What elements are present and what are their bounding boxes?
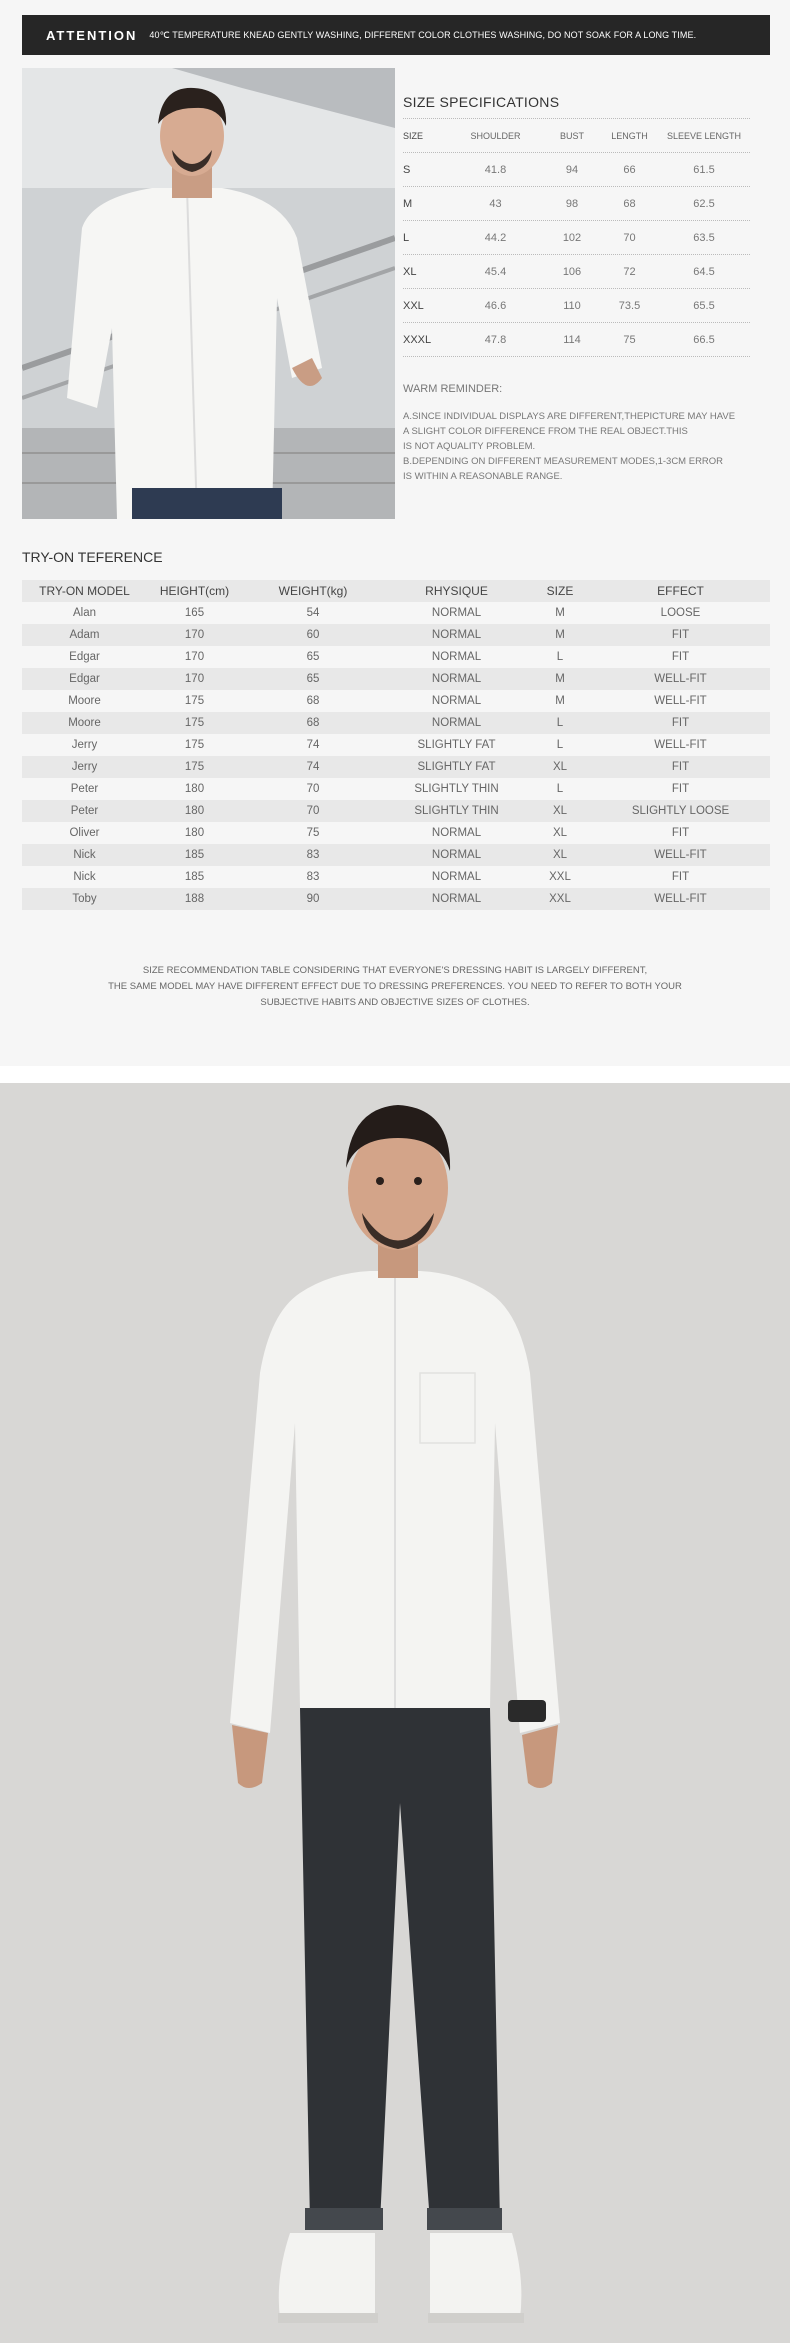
size-chart-sheet bbox=[0, 0, 790, 1066]
tryon-row bbox=[22, 690, 770, 712]
length-cell: 72 bbox=[623, 265, 636, 278]
physique-cell: NORMAL bbox=[431, 871, 482, 883]
height-cell: 175 bbox=[184, 739, 205, 751]
warm-reminder-body: A.SINCE INDIVIDUAL DISPLAYS ARE DIFFERENT,THEPICTURE MAY HAVE A SLIGHT COLOR DIFFERENCE FROM THE REAL OBJECT.THIS IS NOT AQUALITY PROBLEM. B.DEPENDING ON DIFFERENT MEASUREMENT MODES,1-3CM ERROR IS WITHIN A REASONABLE RANGE. bbox=[403, 411, 736, 482]
weight-cell: 83 bbox=[306, 849, 320, 861]
physique-cell: NORMAL bbox=[431, 893, 482, 905]
size-spec-header: SLEEVE LENGTH bbox=[666, 130, 742, 141]
height-cell: 175 bbox=[184, 695, 205, 707]
shoulder-cell: 41.8 bbox=[484, 163, 507, 176]
size-cell: M bbox=[555, 673, 565, 685]
weight-cell: 60 bbox=[306, 629, 320, 641]
height-cell: 185 bbox=[184, 849, 205, 861]
note-line: SIZE RECOMMENDATION TABLE CONSIDERING THAT EVERYONE'S DRESSING HABIT IS LARGELY DIFFERENT, bbox=[142, 965, 648, 976]
effect-cell: LOOSE bbox=[660, 607, 701, 619]
effect-cell: FIT bbox=[671, 629, 690, 641]
tryon-row bbox=[22, 866, 770, 888]
effect-cell: FIT bbox=[671, 651, 690, 663]
size-spec-table bbox=[403, 118, 750, 357]
model-cell: Adam bbox=[69, 629, 100, 641]
size-cell: L bbox=[556, 783, 564, 795]
size-cell: L bbox=[556, 651, 564, 663]
physique-cell: NORMAL bbox=[431, 827, 482, 839]
effect-cell: FIT bbox=[671, 827, 690, 839]
model-cell: Edgar bbox=[69, 673, 100, 685]
length-cell: 75 bbox=[623, 333, 636, 346]
shoulder-cell: 46.6 bbox=[484, 299, 507, 312]
tryon-row bbox=[22, 602, 770, 624]
sleeve-length-cell: 64.5 bbox=[693, 265, 715, 278]
weight-cell: 65 bbox=[306, 651, 320, 663]
tryon-header: TRY-ON MODEL bbox=[39, 584, 130, 598]
model-photo-full-body bbox=[0, 1083, 790, 2343]
size-cell: XL bbox=[552, 761, 568, 773]
model-cell: Moore bbox=[68, 695, 101, 707]
model-cell: Peter bbox=[70, 783, 99, 795]
size-cell: M bbox=[555, 607, 565, 619]
size-spec-row bbox=[403, 153, 750, 187]
shoulder-cell: 43 bbox=[489, 197, 502, 210]
model-cell: Jerry bbox=[71, 739, 98, 751]
effect-cell: FIT bbox=[671, 761, 690, 773]
sleeve-length-cell: 61.5 bbox=[693, 163, 715, 176]
physique-cell: SLIGHTLY FAT bbox=[417, 761, 496, 773]
size-cell: M bbox=[403, 197, 413, 210]
model-cell: Alan bbox=[72, 607, 97, 619]
effect-cell: WELL-FIT bbox=[654, 849, 707, 861]
weight-cell: 54 bbox=[306, 607, 320, 619]
bust-cell: 94 bbox=[565, 163, 579, 176]
attention-title: ATTENTION bbox=[46, 27, 138, 43]
size-cell: S bbox=[403, 163, 411, 176]
tryon-header: RHYSIQUE bbox=[425, 584, 488, 598]
size-cell: L bbox=[556, 717, 564, 729]
model-cell: Toby bbox=[72, 893, 97, 905]
height-cell: 170 bbox=[184, 651, 205, 663]
model-cell: Moore bbox=[68, 717, 101, 729]
effect-cell: FIT bbox=[671, 871, 690, 883]
size-cell: M bbox=[555, 629, 565, 641]
attention-text: 40℃ TEMPERATURE KNEAD GENTLY WASHING, DIFFERENT COLOR CLOTHES WASHING, DO NOT SOAK FOR A LONG TIME. bbox=[149, 29, 697, 40]
physique-cell: NORMAL bbox=[431, 717, 482, 729]
shoulder-cell: 47.8 bbox=[484, 333, 507, 346]
physique-cell: SLIGHTLY THIN bbox=[414, 783, 499, 795]
model-cell: Jerry bbox=[71, 761, 98, 773]
bust-cell: 110 bbox=[563, 299, 581, 312]
size-recommendation-note bbox=[60, 963, 730, 1011]
length-cell: 68 bbox=[623, 197, 636, 210]
effect-cell: FIT bbox=[671, 717, 690, 729]
size-cell: XXL bbox=[549, 893, 571, 905]
sleeve-length-cell: 63.5 bbox=[693, 231, 715, 244]
bust-cell: 114 bbox=[563, 333, 581, 346]
tryon-row bbox=[22, 668, 770, 690]
tryon-header: EFFECT bbox=[657, 584, 704, 598]
height-cell: 170 bbox=[184, 673, 205, 685]
weight-cell: 68 bbox=[306, 695, 320, 707]
height-cell: 180 bbox=[184, 783, 205, 795]
weight-cell: 70 bbox=[306, 805, 320, 817]
weight-cell: 90 bbox=[306, 893, 320, 905]
tryon-row bbox=[22, 844, 770, 866]
tryon-table bbox=[22, 580, 770, 910]
size-spec-row bbox=[403, 255, 750, 289]
size-spec-header: SIZE bbox=[403, 130, 424, 141]
model-cell: Nick bbox=[73, 849, 96, 861]
height-cell: 170 bbox=[184, 629, 205, 641]
size-spec-row bbox=[403, 187, 750, 221]
size-spec-row bbox=[403, 289, 750, 323]
size-spec-header-row bbox=[403, 119, 750, 153]
effect-cell: SLIGHTLY LOOSE bbox=[631, 805, 730, 817]
size-cell: XL bbox=[403, 265, 417, 278]
physique-cell: SLIGHTLY FAT bbox=[417, 739, 496, 751]
weight-cell: 75 bbox=[306, 827, 320, 839]
bust-cell: 102 bbox=[562, 231, 582, 244]
physique-cell: NORMAL bbox=[431, 651, 482, 663]
weight-cell: 74 bbox=[306, 761, 320, 773]
effect-cell: WELL-FIT bbox=[654, 695, 707, 707]
size-spec-header: SHOULDER bbox=[470, 130, 521, 141]
tryon-row bbox=[22, 822, 770, 844]
size-spec-title: SIZE SPECIFICATIONS bbox=[403, 94, 560, 110]
size-cell: L bbox=[403, 231, 410, 244]
tryon-header: SIZE bbox=[546, 584, 574, 598]
tryon-header-row bbox=[22, 580, 770, 602]
physique-cell: NORMAL bbox=[431, 695, 482, 707]
effect-cell: WELL-FIT bbox=[654, 739, 707, 751]
size-spec-header: BUST bbox=[559, 130, 584, 141]
physique-cell: SLIGHTLY THIN bbox=[414, 805, 499, 817]
length-cell: 66 bbox=[623, 163, 636, 176]
tryon-row bbox=[22, 888, 770, 910]
length-cell: 70 bbox=[623, 231, 636, 244]
attention-banner bbox=[22, 15, 770, 55]
size-spec-row bbox=[403, 221, 750, 255]
size-cell: XXL bbox=[403, 299, 424, 312]
height-cell: 180 bbox=[184, 827, 205, 839]
tryon-row bbox=[22, 756, 770, 778]
tryon-row bbox=[22, 800, 770, 822]
size-cell: XXXL bbox=[403, 333, 432, 346]
tryon-row bbox=[22, 734, 770, 756]
sleeve-length-cell: 62.5 bbox=[693, 197, 715, 210]
size-cell: XXL bbox=[549, 871, 571, 883]
bust-cell: 106 bbox=[562, 265, 582, 278]
height-cell: 165 bbox=[184, 607, 205, 619]
size-cell: XL bbox=[552, 805, 568, 817]
physique-cell: NORMAL bbox=[431, 629, 482, 641]
weight-cell: 65 bbox=[306, 673, 320, 685]
shoulder-cell: 44.2 bbox=[484, 231, 507, 244]
size-cell: L bbox=[556, 739, 564, 751]
size-cell: M bbox=[555, 695, 565, 707]
effect-cell: FIT bbox=[671, 783, 690, 795]
model-cell: Peter bbox=[70, 805, 99, 817]
size-spec-panel bbox=[403, 68, 750, 484]
weight-cell: 74 bbox=[306, 739, 320, 751]
tryon-row bbox=[22, 778, 770, 800]
height-cell: 185 bbox=[184, 871, 205, 883]
tryon-header: WEIGHT(kg) bbox=[278, 584, 348, 598]
tryon-title: TRY-ON TEFERENCE bbox=[22, 549, 163, 565]
size-spec-row bbox=[403, 323, 750, 357]
note-line: THE SAME MODEL MAY HAVE DIFFERENT EFFECT DUE TO DRESSING PREFERENCES. YOU NEED TO REFER TO BOTH YOUR bbox=[108, 981, 682, 992]
warm-reminder-title: WARM REMINDER: bbox=[403, 383, 503, 395]
note-line: SUBJECTIVE HABITS AND OBJECTIVE SIZES OF CLOTHES. bbox=[260, 997, 530, 1008]
model-cell: Nick bbox=[73, 871, 96, 883]
size-cell: XL bbox=[552, 849, 568, 861]
tryon-row bbox=[22, 646, 770, 668]
sleeve-length-cell: 65.5 bbox=[693, 299, 715, 312]
weight-cell: 83 bbox=[306, 871, 320, 883]
model-cell: Oliver bbox=[69, 827, 100, 839]
model-photo-stairs bbox=[22, 68, 395, 519]
physique-cell: NORMAL bbox=[431, 849, 482, 861]
tryon-row bbox=[22, 624, 770, 646]
size-cell: XL bbox=[552, 827, 568, 839]
size-spec-header: LENGTH bbox=[611, 130, 648, 141]
model-cell: Edgar bbox=[69, 651, 100, 663]
weight-cell: 70 bbox=[306, 783, 320, 795]
length-cell: 73.5 bbox=[618, 299, 641, 312]
sleeve-length-cell: 66.5 bbox=[693, 333, 715, 346]
height-cell: 180 bbox=[184, 805, 205, 817]
height-cell: 175 bbox=[184, 717, 205, 729]
tryon-header: HEIGHT(cm) bbox=[159, 584, 230, 598]
shoulder-cell: 45.4 bbox=[484, 265, 507, 278]
bust-cell: 98 bbox=[565, 197, 579, 210]
height-cell: 188 bbox=[184, 893, 205, 905]
effect-cell: WELL-FIT bbox=[654, 673, 707, 685]
height-cell: 175 bbox=[184, 761, 205, 773]
physique-cell: NORMAL bbox=[431, 607, 482, 619]
effect-cell: WELL-FIT bbox=[654, 893, 707, 905]
weight-cell: 68 bbox=[306, 717, 320, 729]
physique-cell: NORMAL bbox=[431, 673, 482, 685]
tryon-row bbox=[22, 712, 770, 734]
